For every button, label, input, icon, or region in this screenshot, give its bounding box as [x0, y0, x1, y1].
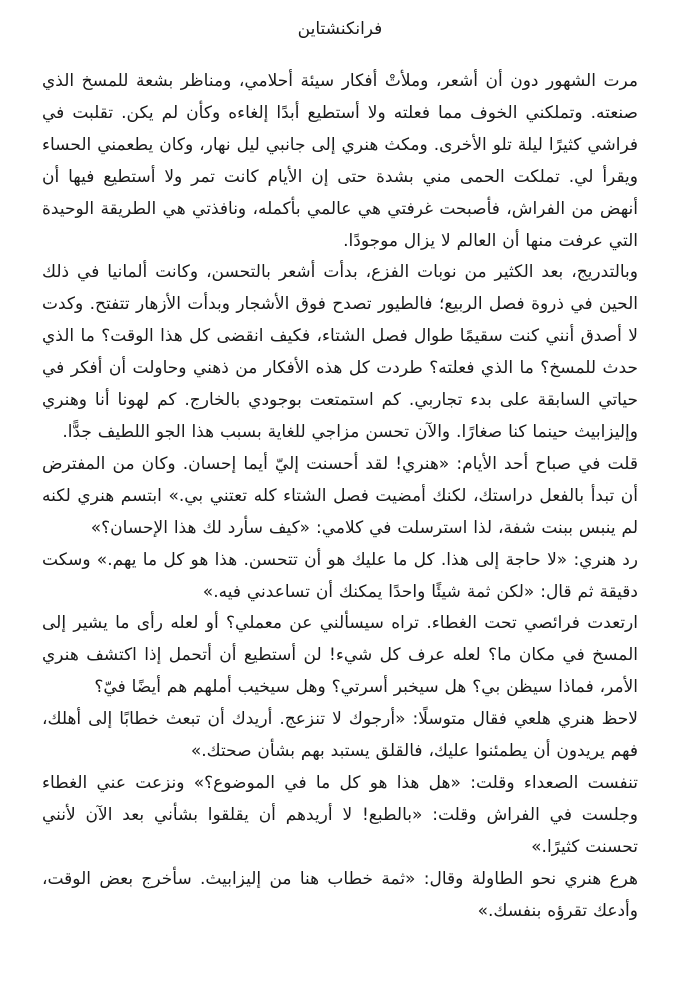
paragraph-7: تنفست الصعداء وقلت: «هل هذا هو كل ما في الموضوع؟» ونزعت عني الغطاء وجلست في الفراش وقلت: «بالطبع! لا أريدهم أن يقلقوا بشأني بعد الآن لأنني تحسنت كثيرًا.»: [42, 772, 638, 857]
paragraph-6: لاحظ هنري هلعي فقال متوسلًا: «أرجوك لا تنزعج. أريدك أن تبعث خطابًا إلى أهلك، فهم يريدون أن يطمئنوا عليك، فالقلق يستبد بهم بشأن صحتك.»: [42, 709, 638, 762]
paragraph-2: وبالتدريج، بعد الكثير من نوبات الفزع، بدأت أشعر بالتحسن، وكانت ألمانيا في ذلك الحين في ذروة فصل الربيع؛ فالطيور تصدح فوق الأشجار وبدأت الأزهار تتفتح. وكدت لا أصدق أنني كنت سقيمًا طوال فصل الشتاء، فكيف انقضى كل هذا الوقت؟ ما الذي حدث للمسخ؟ ما الذي فعلته؟ طردت كل هذه الأفكار من ذهني وحاولت أن أفكر في حياتي السابقة على بدء تجاربي. كم استمتعت بوجودي بالخارج. كم لهونا أنا وهنري وإليزابيث حينما كنا صغارًا. والآن تحسن مزاجي للغاية بسبب هذا الجو اللطيف جدًّا.: [42, 262, 638, 442]
paragraph-5: ارتعدت فرائصي تحت الغطاء. تراه سيسألني عن معملي؟ أو لعله رأى ما يشير إلى المسخ في مكان ما؟ لعله عرف كل شيء! لن أستطيع أن أتحمل إذا اكتشف هنري الأمر، فماذا سيظن بي؟ هل سيخبر أسرتي؟ وهل سيخيب أملهم هم أيضًا فيّ؟: [42, 613, 638, 698]
paragraph-4: رد هنري: «لا حاجة إلى هذا. كل ما عليك هو أن تتحسن. هذا هو كل ما يهم.» وسكت دقيقة ثم قال: «لكن ثمة شيئًا واحدًا يمكنك أن تساعدني فيه.»: [42, 549, 638, 602]
running-header-title: فرانكنشتاين: [297, 19, 383, 39]
paragraph-1: مرت الشهور دون أن أشعر، وملأتْ أفكار سيئة أحلامي، ومناظر بشعة للمسخ الذي صنعته. وتملكني الخوف مما فعلته ولا أستطيع أبدًا إلغاءه وكأن لم يكن. تقلبت في فراشي كثيرًا ليلة تلو الأخرى. ومكث هنري إلى جانبي ليل نهار، وكان يطعمني الحساء ويقرأ لي. تملكت الحمى مني بشدة حتى إن الأيام كانت تمر ولا أستطيع فيها أن أنهض من الفراش، فأصبحت غرفتي هي عالمي بأكمله، ونافذتي هي الطريقة الوحيدة التي عرفت منها أن العالم لا يزال موجودًا.: [42, 71, 638, 251]
paragraph-3: قلت في صباح أحد الأيام: «هنري! لقد أحسنت إليّ أيما إحسان. وكان من المفترض أن تبدأ بالفعل دراستك، لكنك أمضيت فصل الشتاء كله تعتني بي.» ابتسم هنري لكنه لم ينبس ببنت شفة، لذا استرسلت في كلامي: «كيف سأرد لك هذا الإحسان؟»: [42, 453, 638, 538]
paragraph-8: هرع هنري نحو الطاولة وقال: «ثمة خطاب هنا من إليزابيث. سأخرج بعض الوقت، وأدعك تقرؤه بنفسك.»: [42, 868, 638, 921]
body-text: [42, 66, 638, 927]
